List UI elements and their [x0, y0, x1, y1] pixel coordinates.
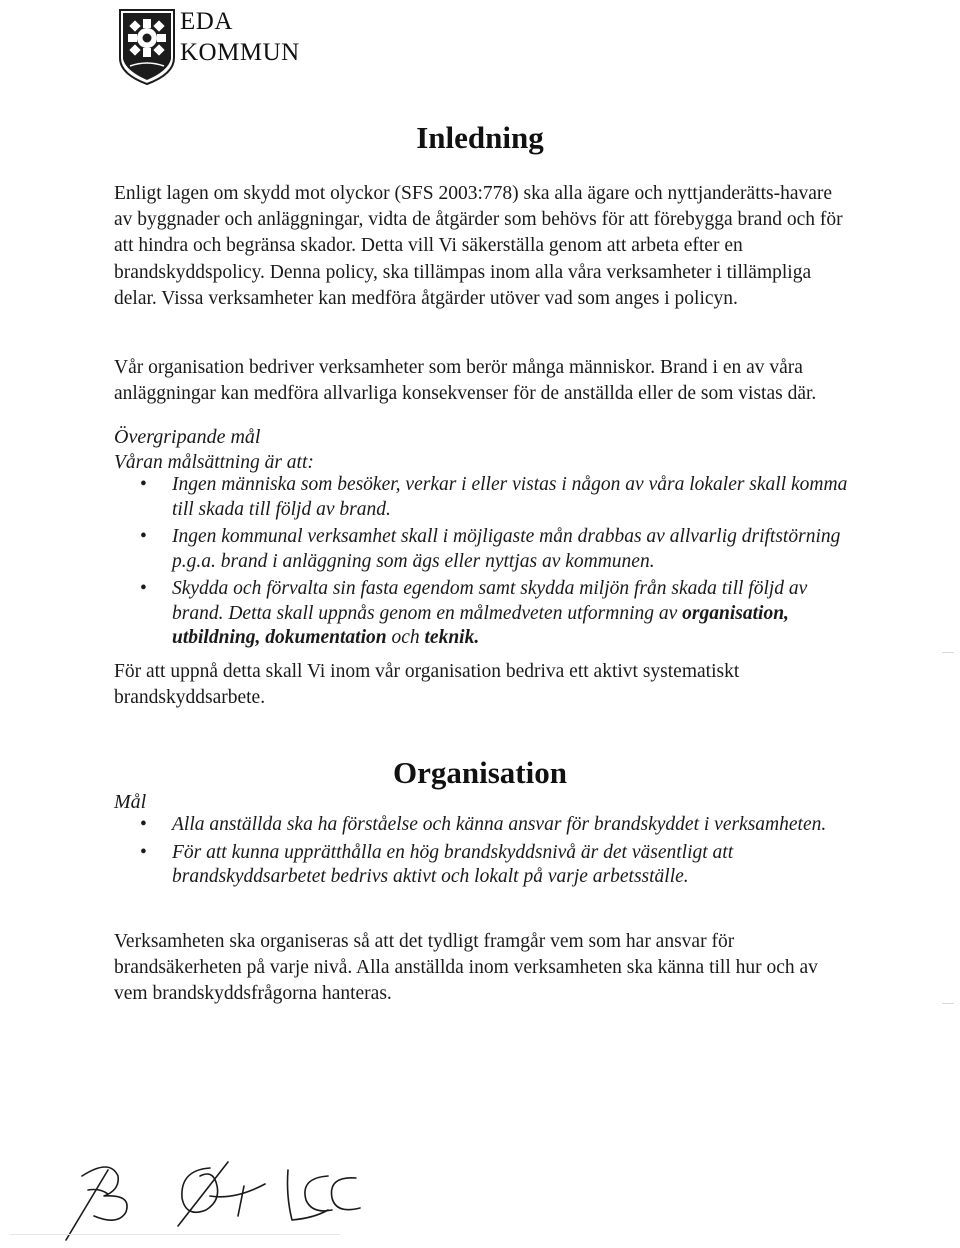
- separator: och: [386, 627, 425, 648]
- logo-line-1: EDA: [180, 8, 233, 35]
- list-item-text: Ingen människa som besöker, verkar i eller vistas i någon av våra lokaler skall komma till skada till följd av brand.: [172, 474, 848, 520]
- section-title-inledning: Inledning: [416, 120, 544, 155]
- list-item-text: Alla anställda ska ha förståelse och känna ansvar för brandskyddet i verksamheten.: [172, 814, 827, 835]
- section-title-organisation: Organisation: [393, 755, 567, 790]
- scan-mark: [942, 1003, 954, 1004]
- list-item-text: [172, 578, 807, 648]
- keyword-utbildning: utbildning: [172, 627, 256, 648]
- goal-intro: Våran målsättning är att:: [114, 452, 314, 473]
- scan-mark: [10, 1234, 340, 1235]
- list-item: • Ingen människa som besöker, verkar i eller vistas i någon av våra lokaler skall komma till skada till följd av brand.: [140, 474, 848, 520]
- list-item: • Skydda och förvalta sin fasta egendom samt skydda miljön från skada till följd av brand. Detta skall uppnås genom en målmedveten utformning av organisation, utbildning, dokumentation och teknik.: [140, 578, 808, 648]
- list-item: • Alla anställda ska ha förståelse och känna ansvar för brandskyddet i verksamheten.: [140, 814, 827, 835]
- list-item-text: Ingen kommunal verksamhet skall i möjligaste mån drabbas av allvarlig driftstörning p.g.a. brand i anläggning som ägs eller nyttjas av kommunen.: [172, 526, 841, 572]
- scan-mark: [942, 652, 954, 653]
- list-item-text: För att kunna upprätthålla en hög brandskyddsnivå är det väsentligt att brandskyddsarbetet bedrivs aktivt och lokalt på varje arbetsställe.: [172, 841, 734, 887]
- bullet-text-part: Skydda och förvalta sin fasta egendom samt skydda miljön från skada till följd av brand. Detta skall uppnås genom en målmedveten utformning av: [172, 578, 808, 624]
- list-item: • Ingen kommunal verksamhet skall i möjligaste mån drabbas av allvarlig driftstörning p.g.a. brand i anläggning som ägs eller nyttjas av kommunen.: [140, 526, 841, 572]
- separator: ,: [255, 627, 266, 648]
- keyword-organisation: organisation,: [682, 602, 789, 624]
- goal-list: [114, 473, 849, 654]
- keyword-dokumentation: dokumentation: [265, 627, 387, 648]
- intro-paragraph: Enligt lagen om skydd mot olyckor (SFS 2003:778) ska alla ägare och nyttjanderätts-havare av byggnader och anläggningar, vidta de åtgärder som behövs för att förebygga brand och för att hindra och begränsa skador. Detta vill Vi säkerställa genom att arbeta efter en brandskyddspolicy. Denna policy, ska tillämpas inom alla våra verksamheter i tillämpliga delar. Vissa verksamheter kan medföra åtgärder utöver vad som anges i policyn.: [114, 183, 843, 309]
- signature-initials-icon: [60, 1148, 370, 1243]
- responsibility-paragraph: Verksamheten ska organiseras så att det tydligt framgår vem som har ansvar för brandsäkerheten på varje nivå. Alla anställda inom verksamheten ska känna till hur och av vem brandskyddsfrågorna hanteras.: [114, 931, 818, 1005]
- logo-wordmark: [180, 6, 300, 68]
- systematic-work-paragraph: För att uppnå detta skall Vi inom vår organisation bedriva ett aktivt systematiskt brandskyddsarbete.: [114, 661, 740, 709]
- logo-line-2: KOMMUN: [180, 39, 300, 66]
- list-item: • För att kunna upprätthålla en hög brandskyddsnivå är det väsentligt att brandskyddsarbetet bedrivs aktivt och lokalt på varje arbetsställe.: [140, 841, 734, 887]
- goal-heading-2: Mål: [114, 791, 147, 813]
- organisation-goal-list: [114, 813, 849, 893]
- organisation-paragraph: Vår organisation bedriver verksamheter som berör många människor. Brand i en av våra anläggningar kan medföra allvarliga konsekvenser för de anställda eller de som vistas där.: [114, 357, 817, 405]
- goal-heading: Övergripande mål: [114, 426, 261, 448]
- municipality-logo-icon: [118, 8, 176, 86]
- keyword-teknik: teknik.: [424, 627, 480, 648]
